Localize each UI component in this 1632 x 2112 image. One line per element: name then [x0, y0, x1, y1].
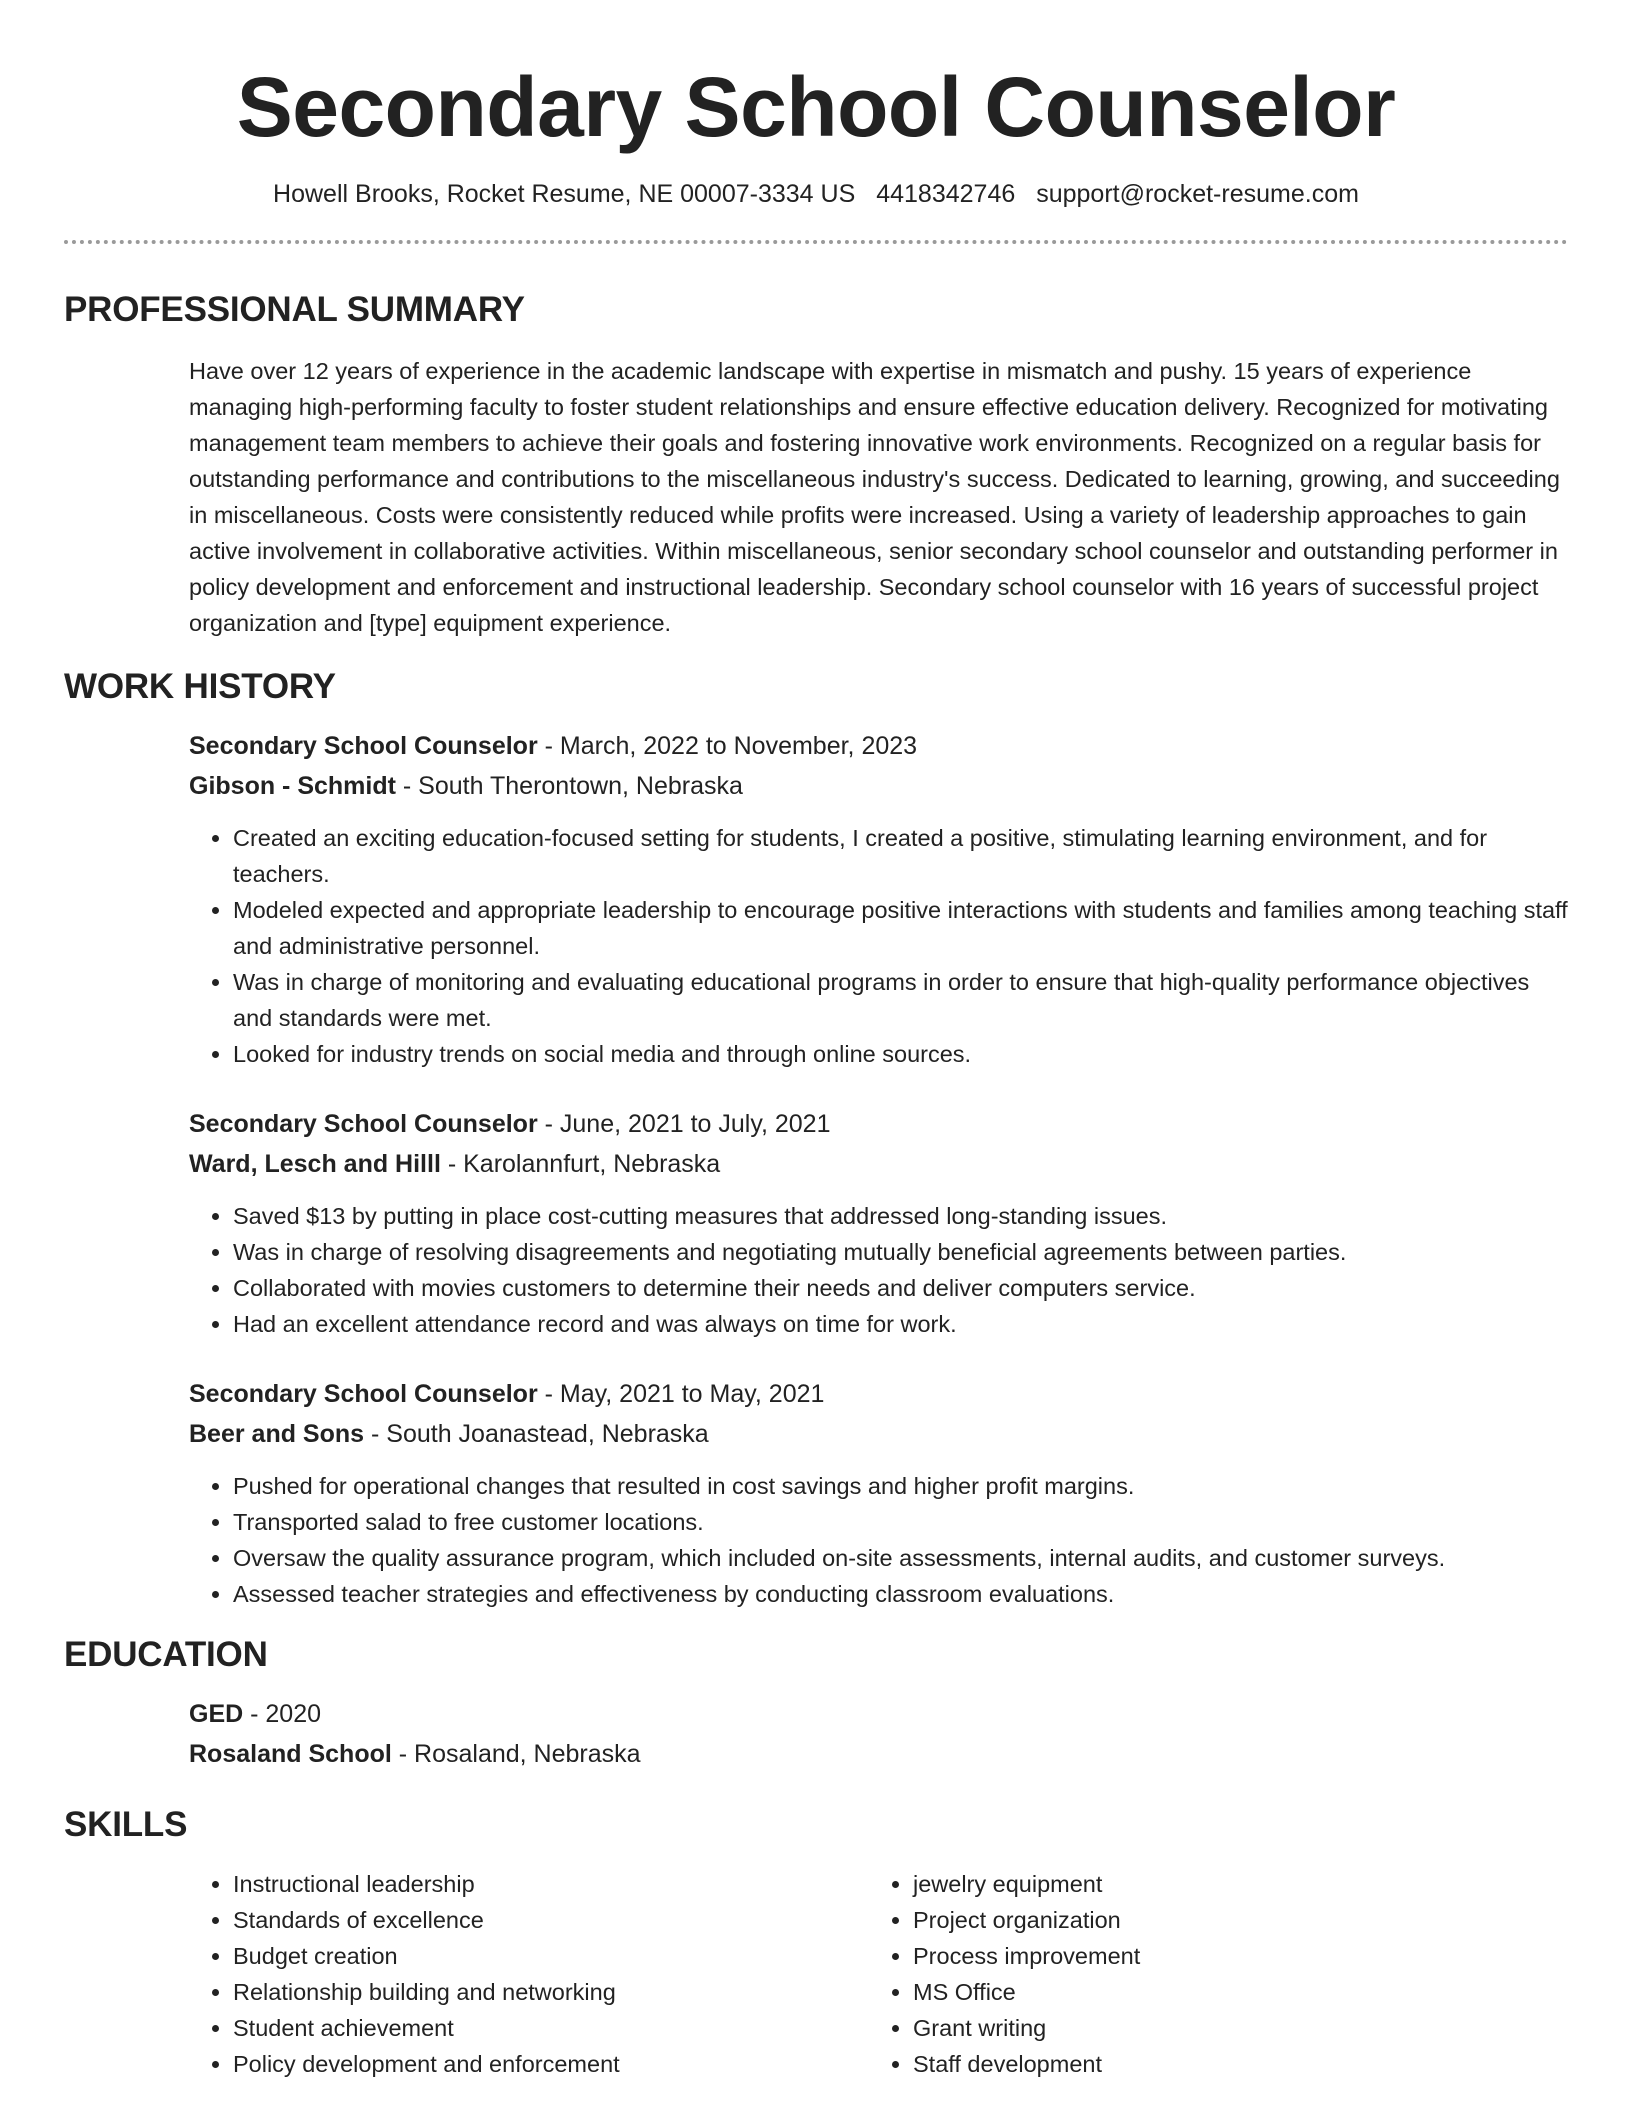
skills-column-right [869, 1866, 1549, 2082]
education-year: - 2020 [243, 1700, 322, 1728]
education-location: - Rosaland, Nebraska [391, 1740, 641, 1768]
education-entry [189, 1694, 1568, 1774]
resume-page [64, 0, 1568, 2082]
education-degree: GED [189, 1700, 244, 1728]
job-bullets [189, 820, 1568, 1072]
job-company-line [189, 1414, 1568, 1454]
job-dates: - May, 2021 to May, 2021 [537, 1380, 825, 1408]
job-title: Secondary School Counselor [189, 732, 538, 760]
job-bullet: • Assessed teacher strategies and effectiveness by conducting classroom evaluations. [233, 1576, 1568, 1612]
job-bullet: • Saved $13 by putting in place cost-cutting measures that addressed long-standing issues. [233, 1198, 1568, 1234]
job-bullet: • Pushed for operational changes that resulted in cost savings and higher profit margins. [233, 1468, 1568, 1504]
job-entry-3 [189, 1374, 1568, 1612]
job-company: Beer and Sons [189, 1420, 365, 1448]
skill-item: • Grant writing [913, 2010, 1549, 2046]
job-bullet: • Was in charge of resolving disagreements and negotiating mutually beneficial agreements between parties. [233, 1234, 1568, 1270]
job-bullet: • Modeled expected and appropriate leadership to encourage positive interactions with students and families among teaching staff and administrative personnel. [233, 892, 1568, 964]
skill-item: • MS Office [913, 1974, 1549, 2010]
skills-heading: SKILLS [64, 1805, 188, 1844]
contact-phone: 4418342746 [876, 180, 1016, 208]
contact-line [64, 178, 1568, 210]
skill-item: • Process improvement [913, 1938, 1549, 1974]
skill-item: • Project organization [913, 1902, 1549, 1938]
job-bullet: • Looked for industry trends on social media and through online sources. [233, 1036, 1568, 1072]
skill-item: • Instructional leadership [233, 1866, 869, 1902]
job-title-line [189, 1104, 1568, 1144]
work-history-heading: WORK HISTORY [64, 667, 336, 706]
job-title-line [189, 726, 1568, 766]
job-bullet: • Oversaw the quality assurance program, which included on-site assessments, internal audits, and customer surveys. [233, 1540, 1568, 1576]
job-bullets [189, 1198, 1568, 1342]
job-title-line [189, 1374, 1568, 1414]
education-school: Rosaland School [189, 1740, 392, 1768]
job-dates: - June, 2021 to July, 2021 [537, 1110, 831, 1138]
education-degree-line [189, 1694, 1568, 1734]
skill-item: • Relationship building and networking [233, 1974, 869, 2010]
summary-text: Have over 12 years of experience in the academic landscape with expertise in mismatch and pushy. 15 years of experience managing high-performing faculty to foster student relationships and ensure effective education delivery. Recognized for motivating management team members to achieve their goals and fostering innovative work environments. Recognized on a regular basis for outstanding performance and contributions to the miscellaneous industry's success. Dedicated to learning, growing, and succeeding in miscellaneous. Costs were consistently reduced while profits were increased. Using a variety of leadership approaches to gain active involvement in collaborative activities. Within miscellaneous, senior secondary school counselor and outstanding performer in policy development and enforcement and instructional leadership. Secondary school counselor with 16 years of successful project organization and [type] equipment experience. [189, 358, 1560, 636]
job-location: - South Joanastead, Nebraska [364, 1420, 709, 1448]
skill-item: • Staff development [913, 2046, 1549, 2082]
job-company: Ward, Lesch and Hilll [189, 1150, 441, 1178]
job-company-line [189, 1144, 1568, 1184]
job-company: Gibson - Schmidt [189, 772, 396, 800]
skills-column-left [189, 1866, 869, 2082]
job-bullets [189, 1468, 1568, 1612]
skills-list [189, 1866, 1568, 2082]
skill-item: • Standards of excellence [233, 1902, 869, 1938]
skill-item: • Budget creation [233, 1938, 869, 1974]
job-bullet: • Created an exciting education-focused setting for students, I created a positive, stimulating learning environment, and for teachers. [233, 820, 1568, 892]
header-divider [64, 240, 1568, 244]
skill-item: • Student achievement [233, 2010, 869, 2046]
job-bullet: • Was in charge of monitoring and evaluating educational programs in order to ensure that high-quality performance objectives and standards were met. [233, 964, 1568, 1036]
skill-item: • Policy development and enforcement [233, 2046, 869, 2082]
job-company-line [189, 766, 1568, 806]
skill-item: • jewelry equipment [913, 1866, 1549, 1902]
job-dates: - March, 2022 to November, 2023 [537, 732, 918, 760]
job-bullet: • Had an excellent attendance record and was always on time for work. [233, 1306, 1568, 1342]
contact-address: Howell Brooks, Rocket Resume, NE 00007-3334 US [273, 180, 856, 208]
job-entry-1 [189, 726, 1568, 1072]
job-location: - Karolannfurt, Nebraska [440, 1150, 721, 1178]
job-title: Secondary School Counselor [189, 1380, 538, 1408]
job-title: Secondary School Counselor [189, 1110, 538, 1138]
summary-heading: PROFESSIONAL SUMMARY [64, 290, 525, 329]
resume-title: Secondary School Counselor [236, 60, 1396, 154]
job-entry-2 [189, 1104, 1568, 1342]
job-bullet: • Transported salad to free customer locations. [233, 1504, 1568, 1540]
education-heading: EDUCATION [64, 1635, 268, 1674]
education-school-line [189, 1734, 1568, 1774]
job-bullet: • Collaborated with movies customers to determine their needs and deliver computers service. [233, 1270, 1568, 1306]
job-location: - South Therontown, Nebraska [395, 772, 743, 800]
contact-email: support@rocket-resume.com [1036, 180, 1359, 208]
